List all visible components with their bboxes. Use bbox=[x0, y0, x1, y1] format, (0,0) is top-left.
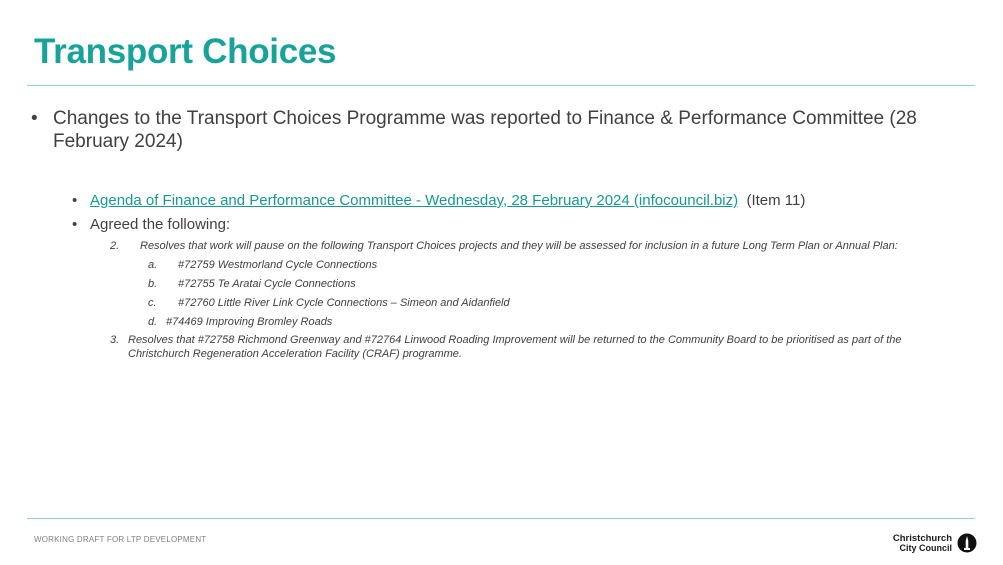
resolution-number: 3. bbox=[110, 334, 120, 346]
resolution-text: Resolves that work will pause on the following Transport Choices projects and they will be assessed for inclusion in a future Long Term Plan or Annual Plan: bbox=[140, 240, 898, 252]
slide-title: Transport Choices bbox=[34, 32, 337, 71]
item-text: #72760 Little River Link Cycle Connections – Simeon and Aidanfield bbox=[178, 297, 510, 309]
item-letter: b. bbox=[148, 278, 158, 290]
logo-line-2: City Council bbox=[899, 543, 952, 553]
bullet-text bbox=[90, 192, 805, 210]
item-text: #72755 Te Aratai Cycle Connections bbox=[178, 278, 356, 290]
item-letter: a. bbox=[148, 259, 158, 271]
logo-line-1: Christchurch bbox=[892, 533, 952, 544]
item-letter: d. bbox=[148, 316, 158, 328]
item-text: #74469 Improving Bromley Roads bbox=[166, 316, 333, 328]
bullet-text: Agreed the following: bbox=[90, 216, 231, 233]
item-text: #72759 Westmorland Cycle Connections bbox=[178, 259, 378, 271]
footer-label: WORKING DRAFT FOR LTP DEVELOPMENT bbox=[34, 535, 207, 544]
bullet-icon: • bbox=[72, 216, 78, 233]
bullet-icon: • bbox=[72, 192, 78, 209]
bullet-text: Changes to the Transport Choices Programme was reported to Finance & Performance Committee (28 February 2024) bbox=[53, 108, 917, 152]
agenda-link[interactable]: Agenda of Finance and Performance Committee - Wednesday, 28 February 2024 (infocouncil.biz) bbox=[90, 192, 739, 209]
council-logo bbox=[893, 533, 977, 555]
cathedral-emblem-icon bbox=[957, 533, 977, 553]
item-letter: c. bbox=[148, 297, 157, 309]
footer-divider bbox=[27, 518, 975, 519]
bullet-icon: • bbox=[31, 108, 38, 129]
item-reference: (Item 11) bbox=[746, 192, 806, 209]
resolution-text: Resolves that #72758 Richmond Greenway and #72764 Linwood Roading Improvement will be returned to the Community Board to be prioritised as part of the Christchurch Regeneration Acceleration Facility (CRAF) programme. bbox=[128, 334, 902, 360]
title-divider bbox=[27, 85, 975, 86]
resolution-number: 2. bbox=[110, 240, 120, 252]
